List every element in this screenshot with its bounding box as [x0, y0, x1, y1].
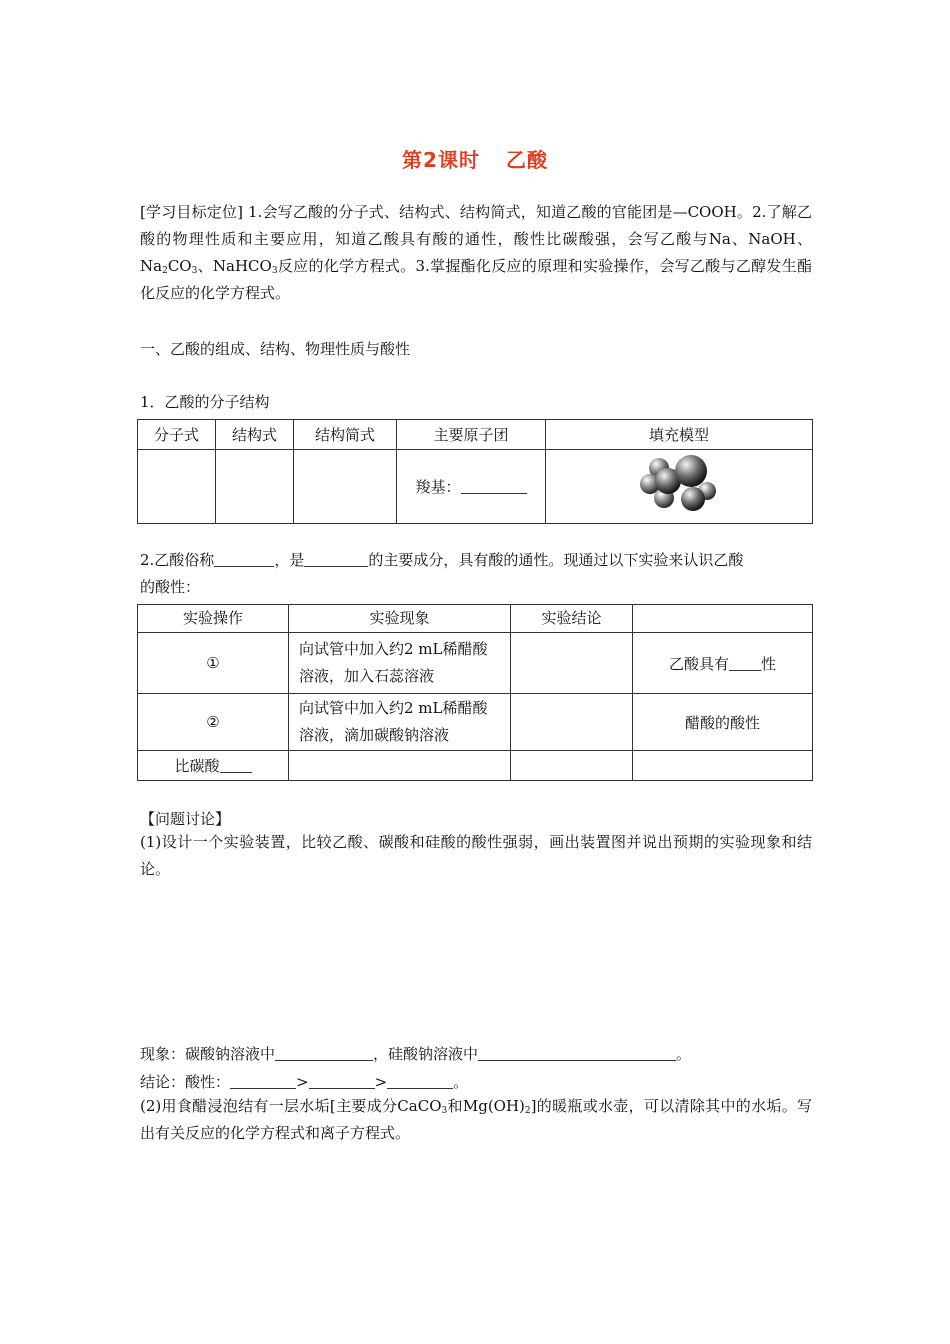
question-1-title: 1．乙酸的分子结构	[140, 393, 270, 411]
carboxyl-blank[interactable]	[461, 478, 527, 494]
row3-extra	[633, 751, 813, 781]
page-title	[0, 144, 950, 173]
row3-phenomenon	[289, 751, 511, 781]
question-2-line: 2.乙酸俗称 ，是 的主要成分，具有酸的通性。现通过以下实验来认识乙酸	[140, 551, 744, 569]
header-functional-group: 主要原子团	[397, 420, 546, 450]
cell-model	[546, 450, 813, 524]
acetic-acid-model-icon	[637, 454, 721, 516]
common-name-blank[interactable]	[214, 551, 274, 567]
acidity-blank-3[interactable]	[387, 1073, 453, 1089]
discussion-heading: 【问题讨论】	[140, 810, 231, 828]
main-component-blank[interactable]	[304, 551, 368, 567]
header-operation: 实验操作	[138, 605, 289, 633]
discussion-question-2: (2)用食醋浸泡结有一层水垢[主要成分CaCO$_3$和$Mg(OH)_2$]的暖瓶或水壶，可以清除其中的水垢。写出有关反应的化学方程式和离子方程式。	[140, 1097, 813, 1142]
header-molecular-formula: 分子式	[138, 420, 216, 450]
cell-structural-formula[interactable]	[216, 450, 294, 524]
sodium-silicate-blank[interactable]	[478, 1045, 676, 1061]
row3-conclusion	[511, 751, 633, 781]
carboxyl-label: 羧基：	[415, 478, 461, 496]
row3-operation: 比碳酸	[138, 751, 289, 781]
compare-blank[interactable]	[220, 757, 252, 773]
experiment-table	[137, 604, 813, 781]
header-structural-formula: 结构式	[216, 420, 294, 450]
title-lesson: 第2课时	[402, 148, 480, 172]
phenomenon-line: 现象：碳酸钠溶液中 ，硅酸钠溶液中 。	[140, 1045, 692, 1063]
row1-operation: ①	[138, 633, 289, 694]
acidity-blank-1[interactable]	[230, 1073, 296, 1089]
header-phenomenon: 实验现象	[289, 605, 511, 633]
section-heading: 一、乙酸的组成、结构、物理性质与酸性	[140, 340, 411, 358]
molecular-structure-table	[137, 419, 813, 524]
header-conclusion: 实验结论	[511, 605, 633, 633]
discussion-question-1: (1)设计一个实验装置，比较乙酸、碳酸和硅酸的酸性强弱，画出装置图并说出预期的实验现象和结论。	[140, 833, 812, 878]
row1-phenomenon: 向试管中加入约2 mL稀醋酸溶液，加入石蕊溶液	[289, 633, 511, 694]
row2-conclusion[interactable]	[511, 694, 633, 751]
learning-objectives: [学习目标定位] 1.会写乙酸的分子式、结构式、结构简式，知道乙酸的官能团是—COOH。2.了解乙酸的物理性质和主要应用，知道乙酸具有酸的通性，酸性比碳酸强，会写乙酸与Na、NaOH、$Na_2CO_3$、NaHCO$_3$反应的化学方程式。3.掌握酯化反应的原理和实验操作，会写乙酸与乙醇发生酯化反应的化学方程式。	[140, 203, 812, 302]
conclusion-line: 结论：酸性： > > 。	[140, 1073, 469, 1091]
header-simplified-formula: 结构简式	[294, 420, 397, 450]
row2-operation: ②	[138, 694, 289, 751]
cell-simplified-formula[interactable]	[294, 450, 397, 524]
cell-molecular-formula[interactable]	[138, 450, 216, 524]
cell-carboxyl[interactable]	[397, 450, 546, 524]
question-2-line-2: 的酸性：	[140, 578, 201, 596]
header-extra	[633, 605, 813, 633]
acidity-blank-2[interactable]	[309, 1073, 375, 1089]
row2-phenomenon: 向试管中加入约2 mL稀醋酸溶液，滴加碳酸钠溶液	[289, 694, 511, 751]
row2-extra: 醋酸的酸性	[633, 694, 813, 751]
sodium-carbonate-blank[interactable]	[275, 1045, 373, 1061]
header-space-filling-model: 填充模型	[546, 420, 813, 450]
row1-extra: 乙酸具有 性	[633, 633, 813, 694]
title-topic: 乙酸	[505, 148, 548, 172]
row1-conclusion[interactable]	[511, 633, 633, 694]
acidity-blank[interactable]	[729, 655, 761, 671]
objectives-label: [学习目标定位]	[140, 203, 244, 221]
